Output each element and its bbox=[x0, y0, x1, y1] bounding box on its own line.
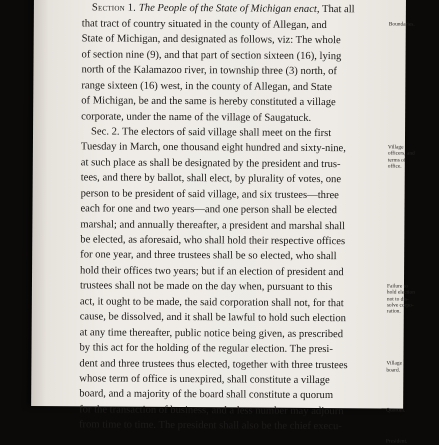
margin-note-line: not to dis- bbox=[386, 296, 409, 303]
margin-note-line: Village bbox=[387, 144, 404, 151]
margin-note bbox=[386, 407, 434, 414]
margin-note bbox=[386, 361, 434, 374]
margin-note-line: President. bbox=[385, 438, 408, 445]
text-line: cause, be dissolved, and it shall be lawful to hold such election bbox=[79, 311, 347, 325]
text-line: hold their offices two years; but if an election of president and bbox=[80, 265, 344, 279]
margin-note-line: solve corpo- bbox=[386, 302, 414, 309]
text-line: dent and three trustees thus elected, together with three trustees bbox=[79, 357, 348, 371]
text-line: for one year, and three trustees shall be so elected, who shall bbox=[80, 249, 337, 263]
text-line: north of the Kalamazoo river, in township three (3) north, of bbox=[81, 64, 338, 78]
text-line: whose term of office is unexpired, shall constitute a village bbox=[79, 373, 330, 387]
text-line: from time to time. The president shall also be the chief execu- bbox=[78, 419, 342, 433]
text-line: Sec. 2. The electors of said village shall meet on the first bbox=[91, 126, 332, 140]
text-line: of section nine (9), and that part of section sixteen (16), lying bbox=[81, 49, 342, 62]
text-line: corporate, under the name of the village of Saugatuck. bbox=[81, 110, 312, 124]
text-run: Section 1. bbox=[91, 2, 139, 15]
text-line: act, it ought to be made, the said corporation shall not, for that bbox=[79, 296, 344, 309]
text-line: range sixteen (16) west, in the county of Allegan, and State bbox=[81, 79, 333, 93]
margin-note-line: terms of bbox=[387, 156, 406, 164]
document-page bbox=[31, 0, 415, 445]
text-line: board, and a majority of the board shall constitute a quorum bbox=[79, 388, 334, 402]
text-line: be elected, as aforesaid, who shall hold their respective offices bbox=[80, 234, 346, 248]
text-line: that tract of country situated in the county of Allegan, and bbox=[81, 18, 327, 31]
margin-note bbox=[386, 438, 434, 445]
margin-note-line: Village bbox=[386, 360, 402, 367]
text-line: trustees shall not be made on the day when, pursuant to this bbox=[79, 280, 333, 294]
statute-text bbox=[79, 0, 388, 435]
text-line: person to be president of said village, and six trustees—three bbox=[80, 188, 339, 201]
margin-note-line: Failure to bbox=[386, 283, 408, 290]
text-line: of Michigan, be and the same is hereby constituted a village bbox=[81, 95, 336, 109]
margin-note bbox=[388, 145, 436, 170]
margin-note-line: Boundaries. bbox=[388, 20, 415, 28]
margin-note-line: Quorum. bbox=[386, 407, 406, 414]
text-line: for the transaction of business, and a less number may adjourn bbox=[79, 404, 344, 417]
margin-note bbox=[389, 21, 437, 28]
text-line: tees, and there by ballot, shall elect, by plurality of votes, one bbox=[80, 172, 342, 186]
margin-note bbox=[387, 284, 435, 315]
text-line: State of Michigan, and designated as follows, viz: The whole bbox=[81, 33, 341, 47]
text-run: That all bbox=[319, 4, 355, 16]
text-line: marshal; and annually thereafter, a president and marshal shall bbox=[80, 218, 346, 232]
text-run: The People of the State of Michigan enact, bbox=[138, 3, 320, 16]
margin-note-line: ration. bbox=[386, 308, 401, 315]
text-line: Tuesday in March, one thousand eight hundred and sixty-nine, bbox=[80, 141, 346, 155]
margin-note-line: board. bbox=[386, 367, 401, 374]
margin-note-line: officers, and bbox=[387, 150, 415, 157]
text-line: by this act for the holding of the regular election. The presi- bbox=[79, 342, 333, 356]
margin-note-line: office. bbox=[387, 163, 402, 170]
text-line: at any time thereafter, public notice being given, as prescribed bbox=[79, 326, 344, 340]
margin-note-line: hold election bbox=[386, 289, 415, 297]
text-line: each for one and two years—and one person shall be elected bbox=[80, 203, 338, 217]
text-line: at such place as shall be designated by the president and trus- bbox=[80, 157, 341, 170]
